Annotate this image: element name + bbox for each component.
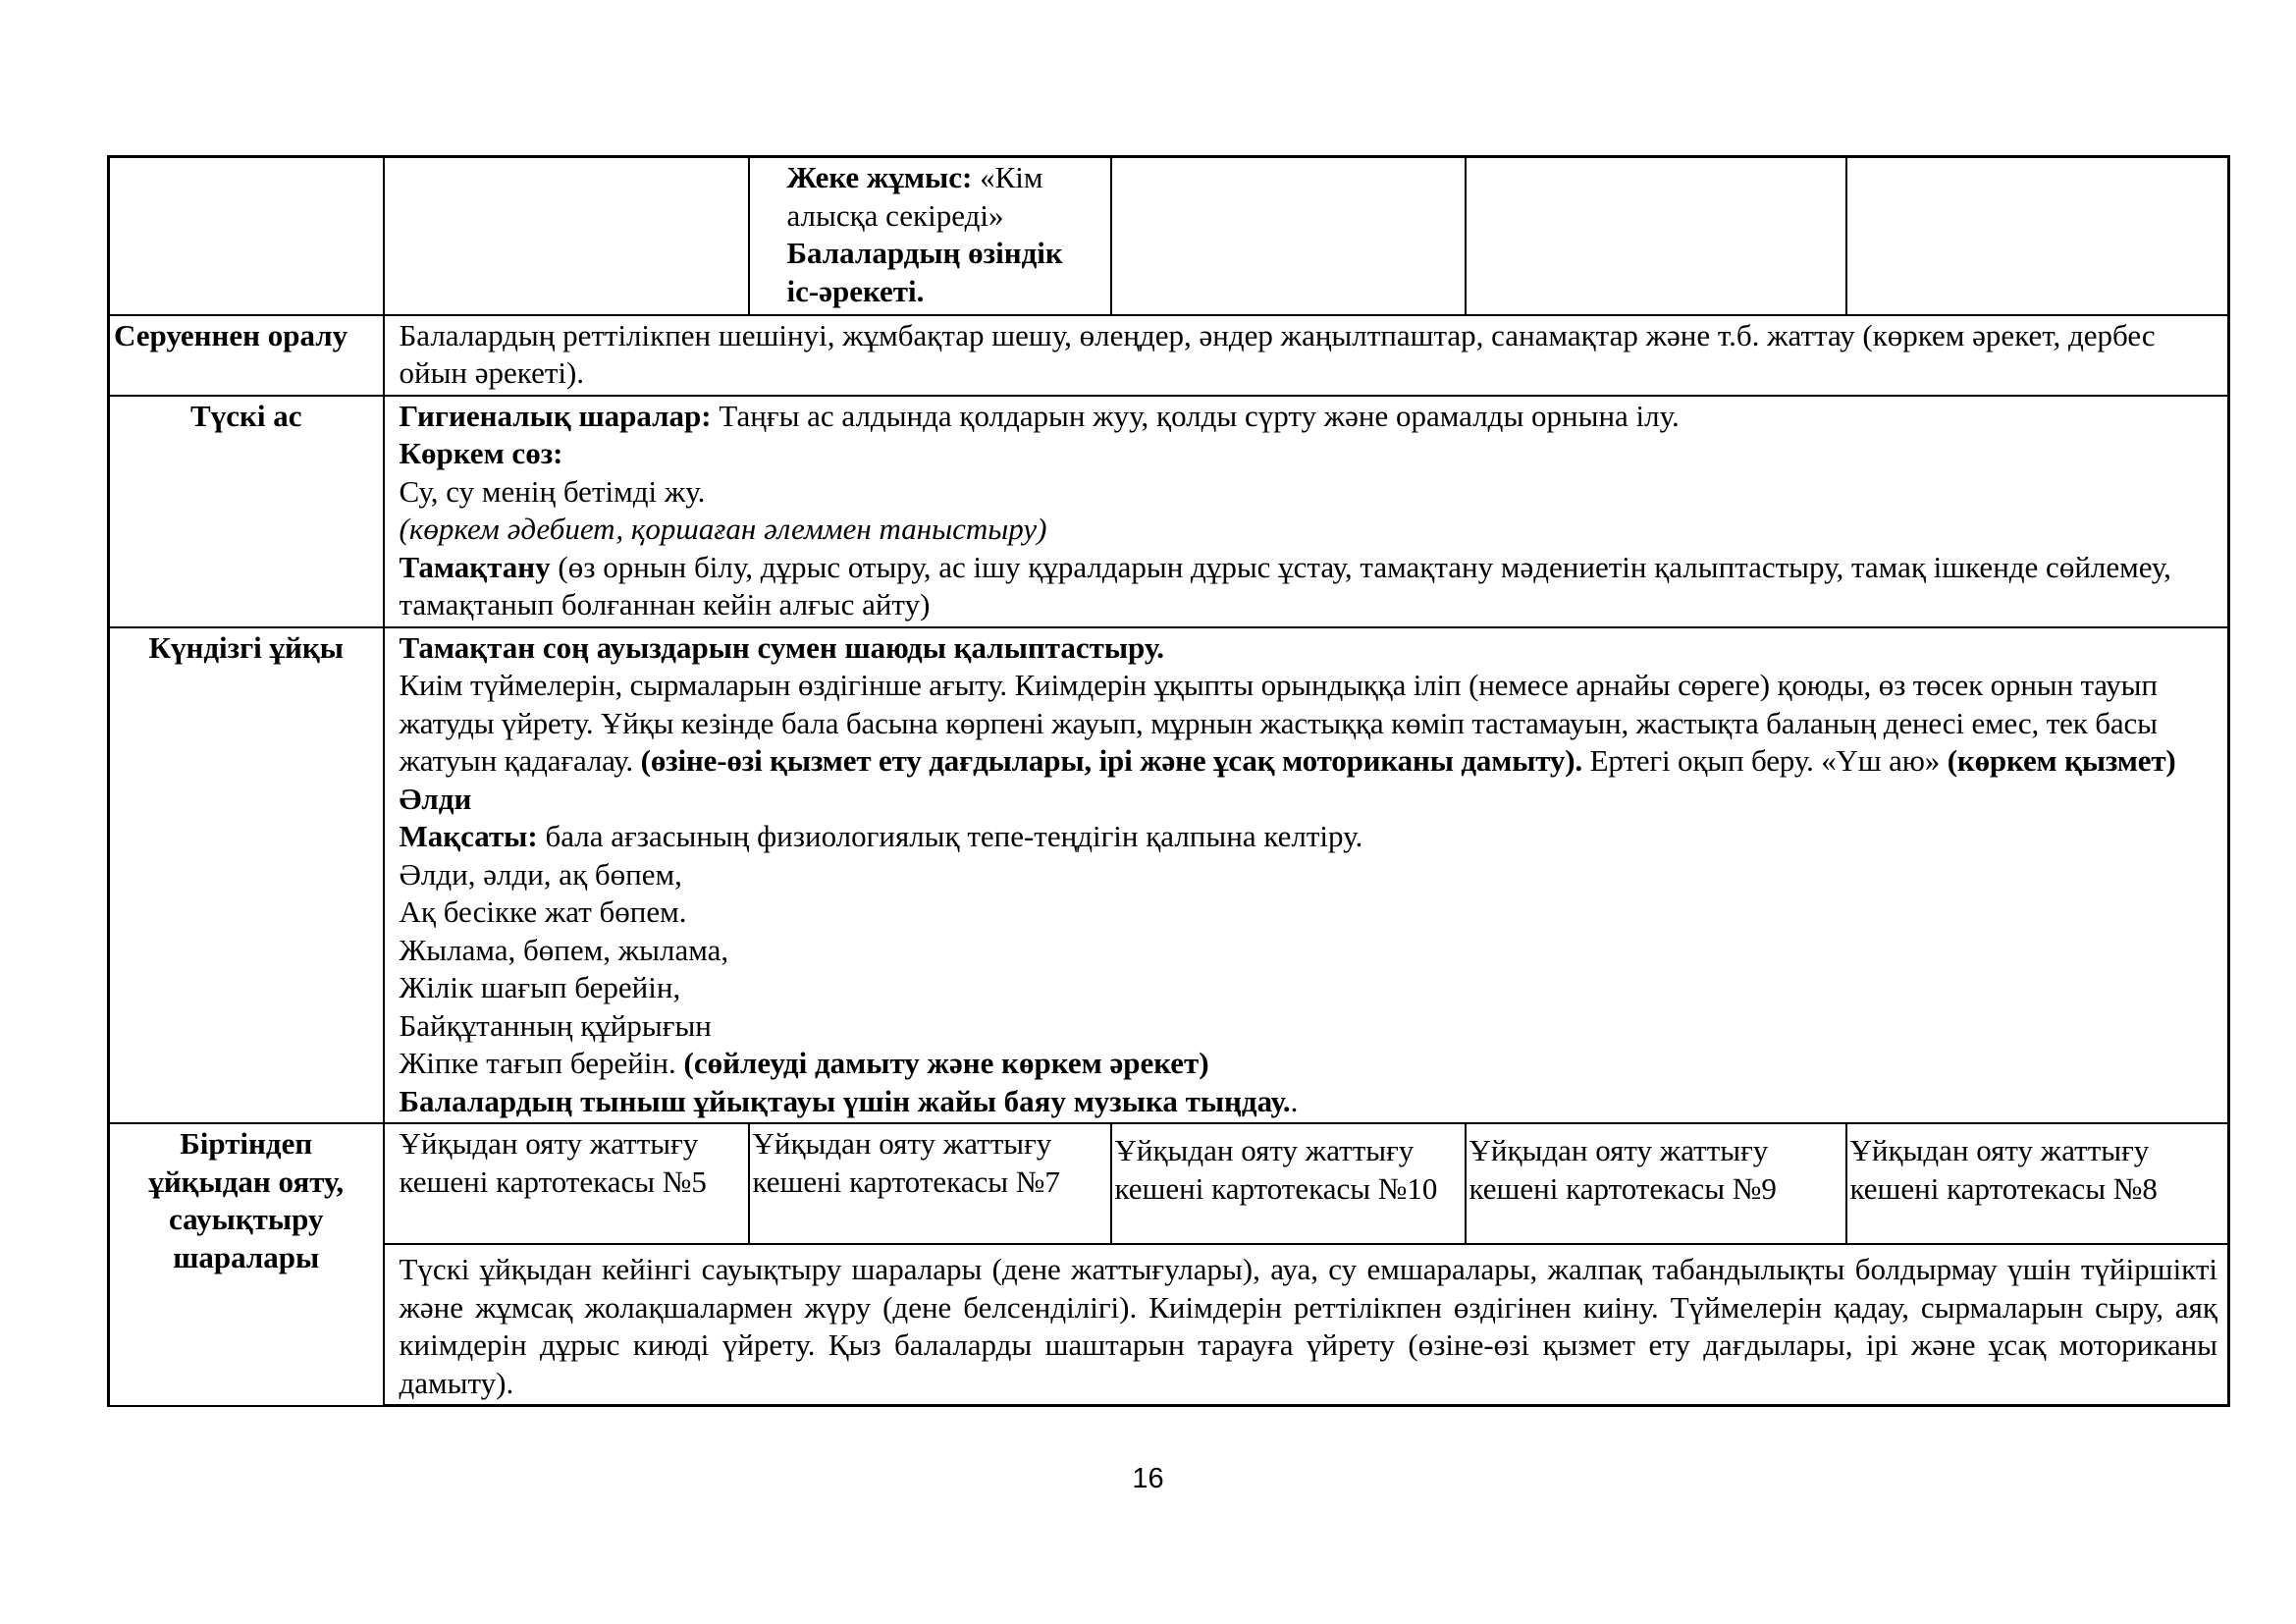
poem-line: Жілік шағып берейін, — [399, 970, 681, 1004]
nap-text-tail-bold: (көркем қызмет) — [1947, 743, 2176, 778]
goal-label: Мақсаты: — [399, 819, 538, 853]
art-word-label: Көркем сөз: — [399, 436, 563, 470]
wakeup-cards-row — [109, 1123, 2229, 1244]
row-label-nap: Күндізгі ұйқы — [109, 627, 384, 1124]
music-text: Балалардың тыныш ұйықтауы үшін жайы баяу музыка тыңдау. — [399, 1083, 1291, 1118]
empty-cell — [1111, 157, 1466, 315]
empty-cell — [384, 157, 749, 315]
row-label-return-walk: Серуеннен оралу — [109, 315, 384, 396]
page-number: 16 — [1132, 1463, 1164, 1494]
nap-text-bold: (өзіне-өзі қызмет ету дағдылары, ірі және ұсақ моториканы дамыту). — [640, 743, 1583, 778]
lunch-content — [384, 396, 2229, 627]
poem-last-text: Жіпке тағып берейін. — [399, 1046, 684, 1080]
music-tail: . — [1290, 1083, 1299, 1118]
art-word-text: Су, су менің бетімді жу. — [399, 473, 706, 509]
lunch-row — [109, 396, 2229, 627]
eating-label: Тамақтану — [399, 549, 551, 584]
wakeup-card: Ұйқыдан ояту жаттығу кешені картотекасы №8 — [1846, 1123, 2229, 1244]
wakeup-card: Ұйқыдан ояту жаттығу кешені картотекасы №7 — [749, 1123, 1111, 1244]
poem-line: Әлди, әлди, ақ бөпем, — [399, 856, 682, 892]
goal-line — [400, 818, 2228, 856]
health-measures-text: Түскі ұйқыдан кейінгі сауықтыру шаралары (дене жаттығулары), ауа, су емшаралары, жалпақ табандылықты болдырмау үшін түйіршікті және жұмсақ жолақшалармен жүру (дене белсенділігі). Киімдерін реттілікпен өздігінен киіну. Түймелерін қадау, сырмаларын сыру, аяқ киімдерін дұрыс киюді үйрету. Қыз балаларды шаштарын тарауға үйрету (өзіне-өзі қызмет ету дағдылары, ірі және ұсақ моториканы дамыту). — [384, 1244, 2229, 1406]
row-label-wakeup: Біртіндеп ұйқыдан ояту, сауықтыру шаралары — [109, 1123, 384, 1406]
top-continuation-row — [109, 157, 2229, 315]
nap-paragraph — [400, 667, 2228, 781]
wakeup-card: Ұйқыдан ояту жаттығу кешені картотекасы №9 — [1466, 1123, 1846, 1244]
poem-line: Байқұтанның құйрығын — [399, 1007, 712, 1043]
lullaby-title: Әлди — [399, 781, 472, 816]
goal-text: бала ағзасының физиологиялық тепе-теңдігін қалпына келтіру. — [537, 819, 1363, 853]
row-label-lunch: Түскі ас — [109, 396, 384, 627]
nap-text-tail: Ертегі оқып беру. «Үш аю» — [1582, 743, 1948, 778]
return-walk-text: Балалардың реттілікпен шешінуі, жұмбақтар шешу, өлеңдер, әндер жаңылтпаштар, санамақтар және т.б. жаттау (көркем әрекет, дербес ойын әрекеті). — [384, 315, 2229, 396]
individual-work-label: Жеке жұмыс: — [786, 160, 973, 194]
hygiene-line — [400, 398, 2218, 436]
return-walk-row — [109, 315, 2229, 396]
music-line — [400, 1083, 2228, 1121]
wakeup-card: Ұйқыдан ояту жаттығу кешені картотекасы №10 — [1111, 1123, 1466, 1244]
eating-text: (өз орнын білу, дұрыс отыру, ас ішу құралдарын дұрыс ұстау, тамақтану мәдениетін қалыптастыру, тамақ ішкенде сөйлемеу, тамақтанып болғаннан кейін алғыс айту) — [399, 549, 2171, 622]
independent-activity-text: Балалардың өзіндік іс-әрекеті. — [786, 236, 1063, 308]
nap-row — [109, 627, 2229, 1124]
wakeup-health-row — [109, 1244, 2229, 1406]
nap-content — [384, 627, 2229, 1124]
empty-cell — [109, 157, 384, 315]
individual-work-cell — [749, 157, 1111, 315]
empty-cell — [1466, 157, 1846, 315]
empty-cell — [1846, 157, 2229, 315]
poem-line: Ақ бесікке жат бөпем. — [399, 894, 687, 929]
poem-line: Жылама, бөпем, жылама, — [399, 932, 729, 967]
wakeup-card: Ұйқыдан ояту жаттығу кешені картотекасы №5 — [384, 1123, 749, 1244]
individual-work-text: «Кім алысқа секіреді» — [786, 160, 1043, 233]
daily-schedule-table — [107, 155, 2230, 1407]
poem-last-line — [400, 1045, 2228, 1083]
nap-heading: Тамақтан соң ауыздарын сумен шаюды қалыптастыру. — [399, 629, 1165, 665]
poem-last-bold: (сөйлеуді дамыту және көркем әрекет) — [683, 1046, 1209, 1080]
hygiene-label: Гигиеналық шаралар: — [399, 398, 712, 433]
hygiene-text: Таңғы ас алдында қолдарын жуу, қолды сүрту және орамалды орнына ілу. — [711, 398, 1680, 433]
art-word-note: (көркем әдебиет, қоршаған әлеммен таныстыру) — [399, 512, 1047, 546]
nap-text: Киім түймелерін, сырмаларын өздігінше ағыту. Киімдерін ұқыпты орындыққа іліп (немесе арнайы сөреге) қоюды, өз төсек орнын тауып жатуды үйрету. Ұйқы кезінде бала басына көрпені жауып, мұрнын жастыққа көміп тастамауын, жастықта баланың денесі емес, тек басы жатуын қадағалау. — [399, 668, 2158, 778]
eating-line — [400, 549, 2218, 624]
